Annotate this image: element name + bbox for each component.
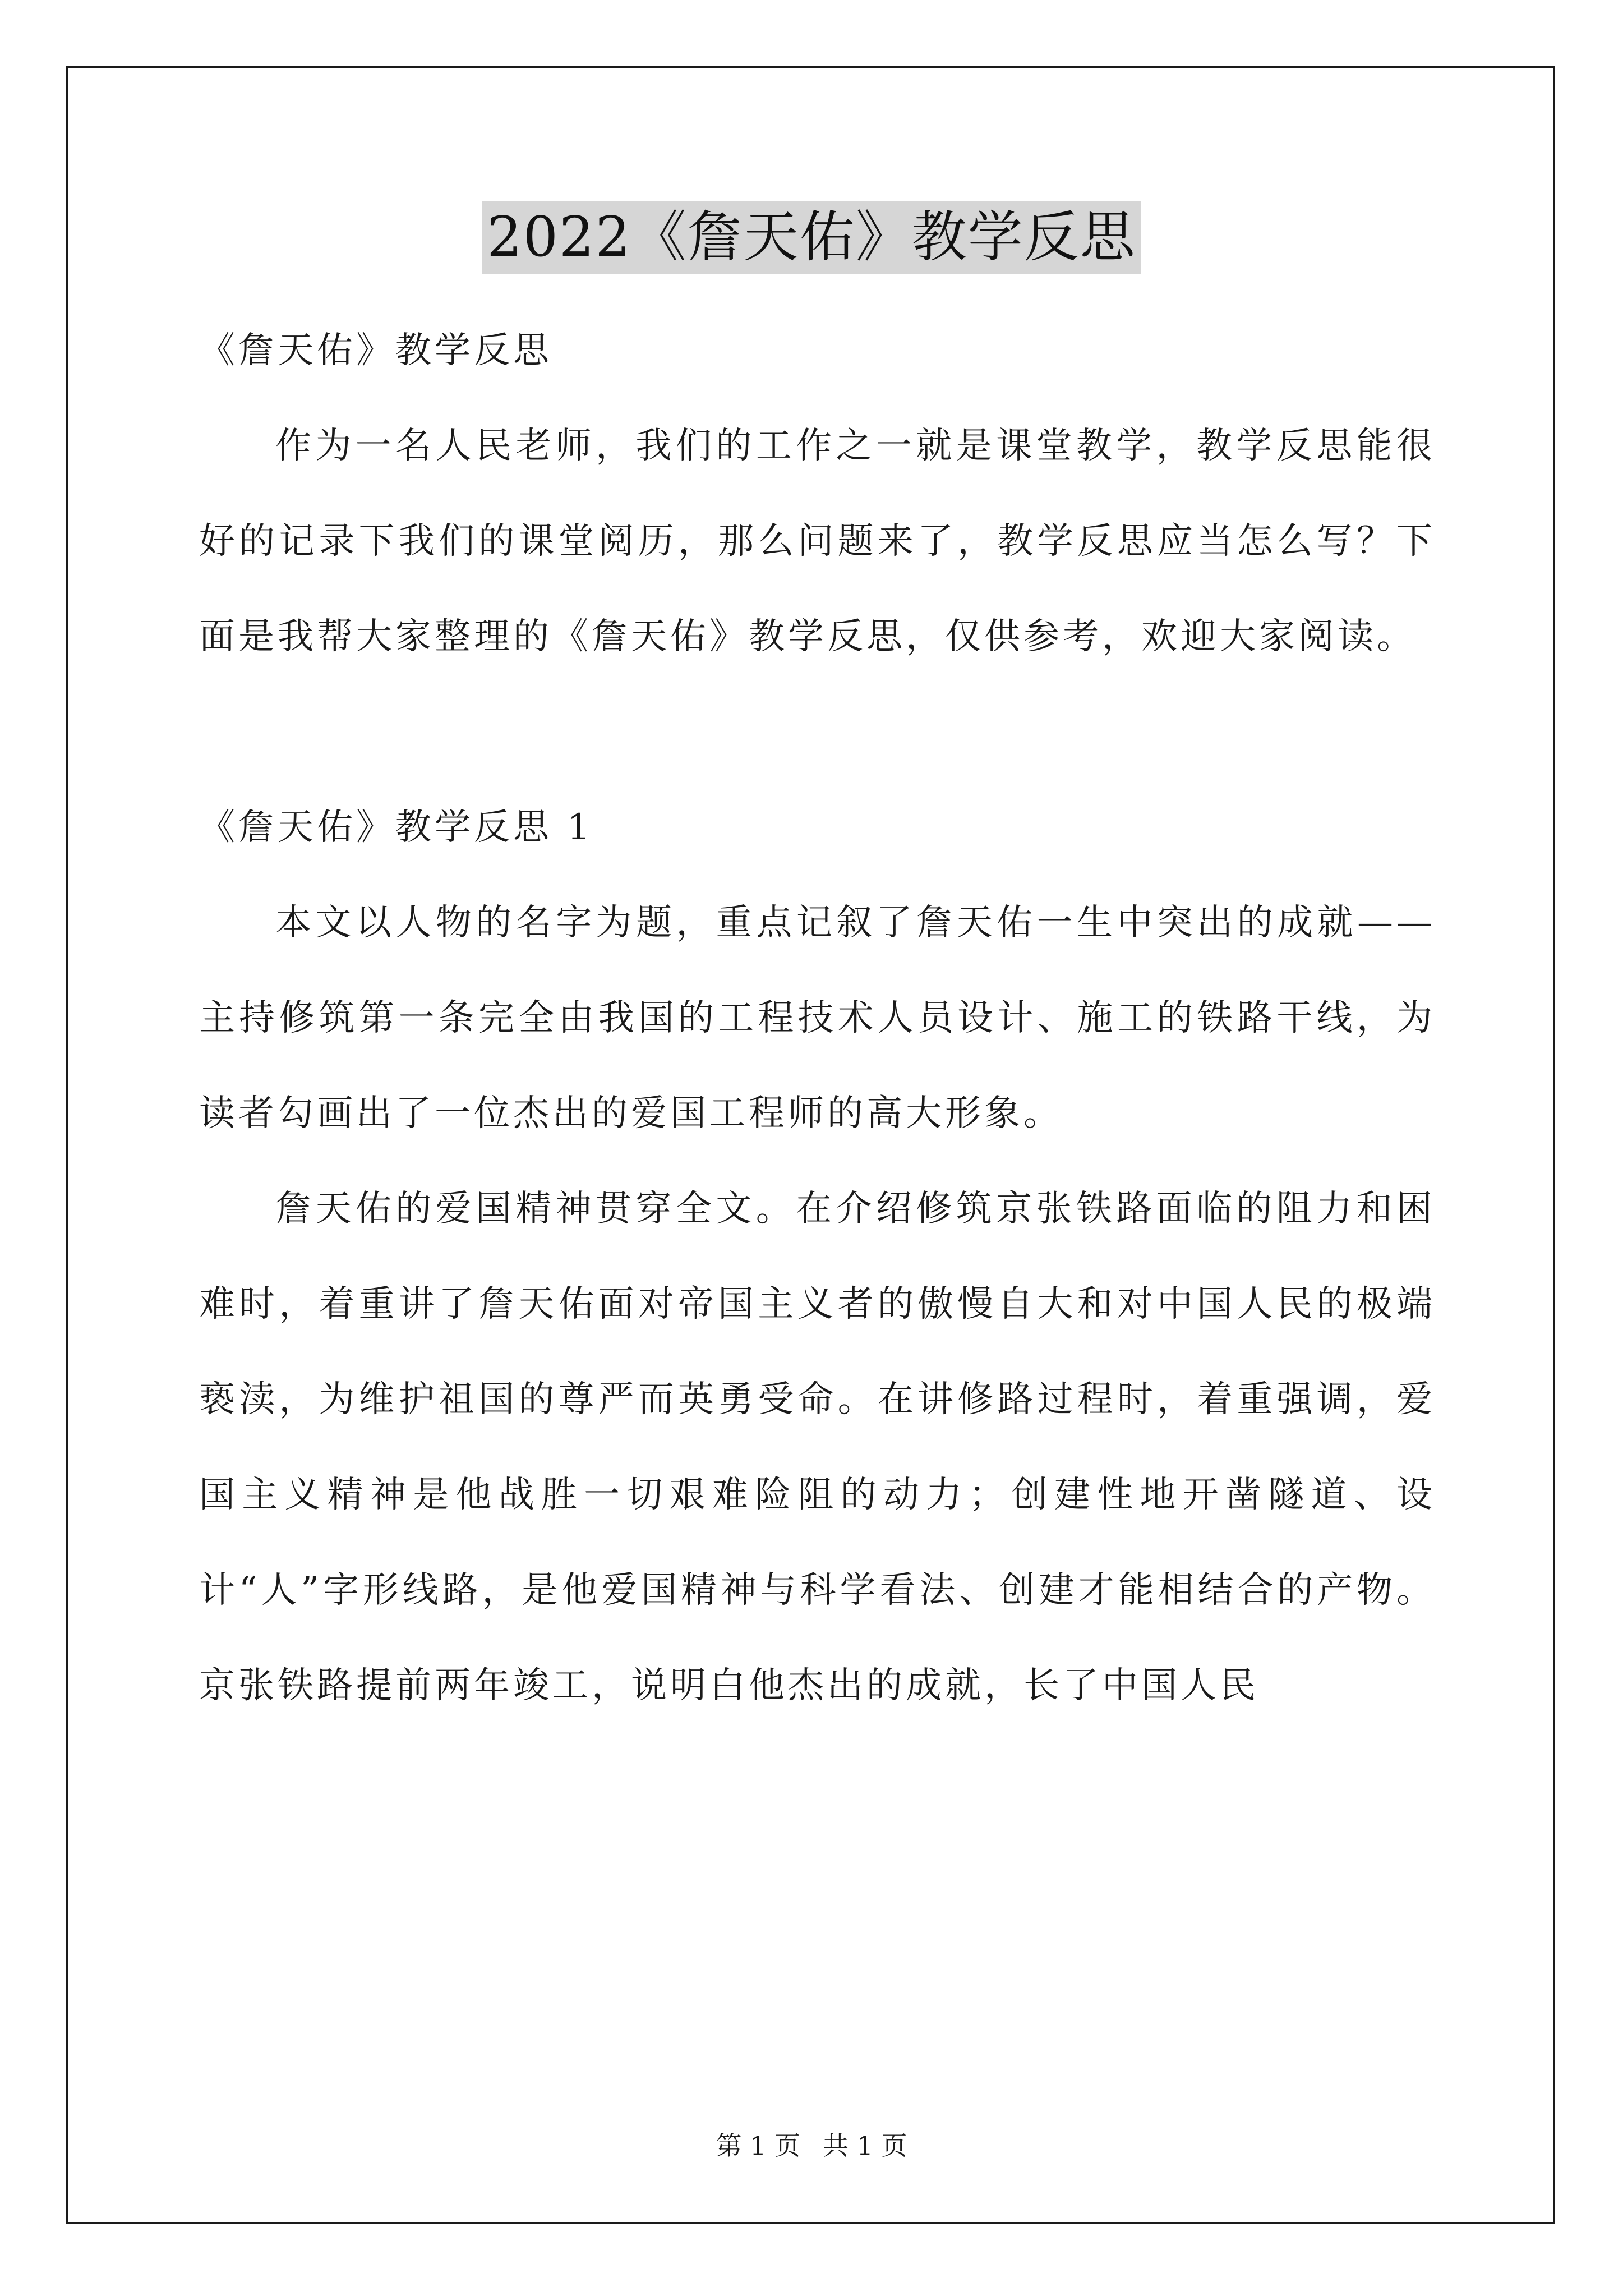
document-body (199, 303, 1436, 1733)
section-heading: 《詹天佑》教学反思 (199, 330, 552, 371)
page-number-total: 共 1 页 (823, 2131, 907, 2161)
document-title: 2022《詹天佑》教学反思 (482, 201, 1140, 274)
body-paragraph-2: 詹天佑的爱国精神贯穿全文。在介绍修筑京张铁路面临的阻力和困难时，着重讲了詹天佑面对帝国主义者的傲慢自大和对中国人民的极端亵渎，为维护祖国的尊严而英勇受命。在讲修路过程时，着重强调，爱国主义精神是他战胜一切艰难险阻的动力；创建性地开凿隧道、设计“人”字形线路，是他爱国精神与科学看法、创建才能相结合的产物。京张铁路提前两年竣工，说明白他杰出的成就，长了中国人民 (199, 1188, 1436, 1706)
sub-heading: 《詹天佑》教学反思 1 (199, 807, 594, 848)
body-paragraph-1: 本文以人物的名字为题，重点记叙了詹天佑一生中突出的成就——主持修筑第一条完全由我国的工程技术人员设计、施工的铁路干线，为读者勾画出了一位杰出的爱国工程师的高大形象。 (199, 902, 1436, 1134)
title-container (0, 201, 1623, 274)
page-number-current: 第 1 页 (716, 2131, 800, 2161)
intro-paragraph: 作为一名人民老师，我们的工作之一就是课堂教学，教学反思能很好的记录下我们的课堂阅历，那么问题来了，教学反思应当怎么写？下面是我帮大家整理的《詹天佑》教学反思，仅供参考，欢迎大家阅读。 (199, 425, 1436, 657)
page-footer (0, 2129, 1623, 2162)
blank-line (199, 684, 1436, 780)
